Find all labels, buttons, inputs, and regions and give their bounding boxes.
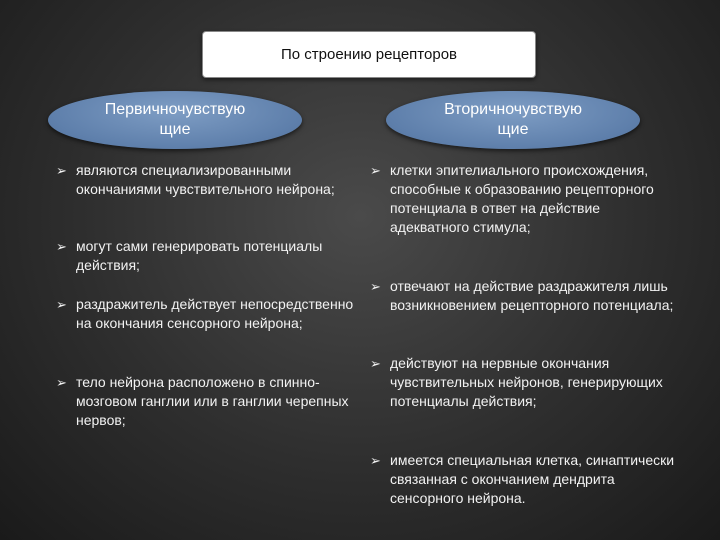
arrow-right-icon: ➢ [56,375,67,390]
list-item-text: раздражитель действует непосредственно на окончания сенсорного нейрона; [76,296,354,331]
list-item-text: являются специализированными окончаниями чувствительного нейрона; [76,162,335,197]
arrow-right-icon: ➢ [370,163,381,178]
list-item-text: могут сами генерировать потенциалы действия; [76,238,323,273]
diagram-title-box [202,31,536,78]
list-item [56,237,366,275]
arrow-right-icon: ➢ [370,356,381,371]
list-item [370,161,680,237]
list-item [370,354,680,411]
diagram-title: По строению рецепторов [280,46,458,63]
list-item [56,161,366,199]
list-item-text: имеется специальная клетка, синаптически связанная с окончанием дендрита сенсорного нейрона. [390,452,675,506]
secondary-receptors-ellipse [386,91,640,149]
arrow-right-icon: ➢ [56,297,67,312]
primary-receptors-heading: Первичночувствую щие [104,101,246,138]
list-item-text: тело нейрона расположено в спинно-мозговом ганглии или в ганглии черепных нервов; [76,374,349,428]
list-item [370,277,680,315]
list-item [56,295,366,333]
arrow-right-icon: ➢ [56,239,67,254]
arrow-right-icon: ➢ [370,279,381,294]
list-item-text: действуют на нервные окончания чувствительных нейронов, генерирующих потенциалы действия; [390,355,663,409]
list-item-text: отвечают на действие раздражителя лишь возникновением рецепторного потенциала; [390,278,674,313]
secondary-receptors-heading: Вторичночувствую щие [444,101,582,138]
arrow-right-icon: ➢ [56,163,67,178]
arrow-right-icon: ➢ [370,453,381,468]
primary-receptors-ellipse [48,91,302,149]
list-item [56,373,366,430]
list-item [370,451,680,508]
list-item-text: клетки эпителиального происхождения, способные к образованию рецепторного потенциала в ответ на действие адекватного стимула; [390,162,654,235]
